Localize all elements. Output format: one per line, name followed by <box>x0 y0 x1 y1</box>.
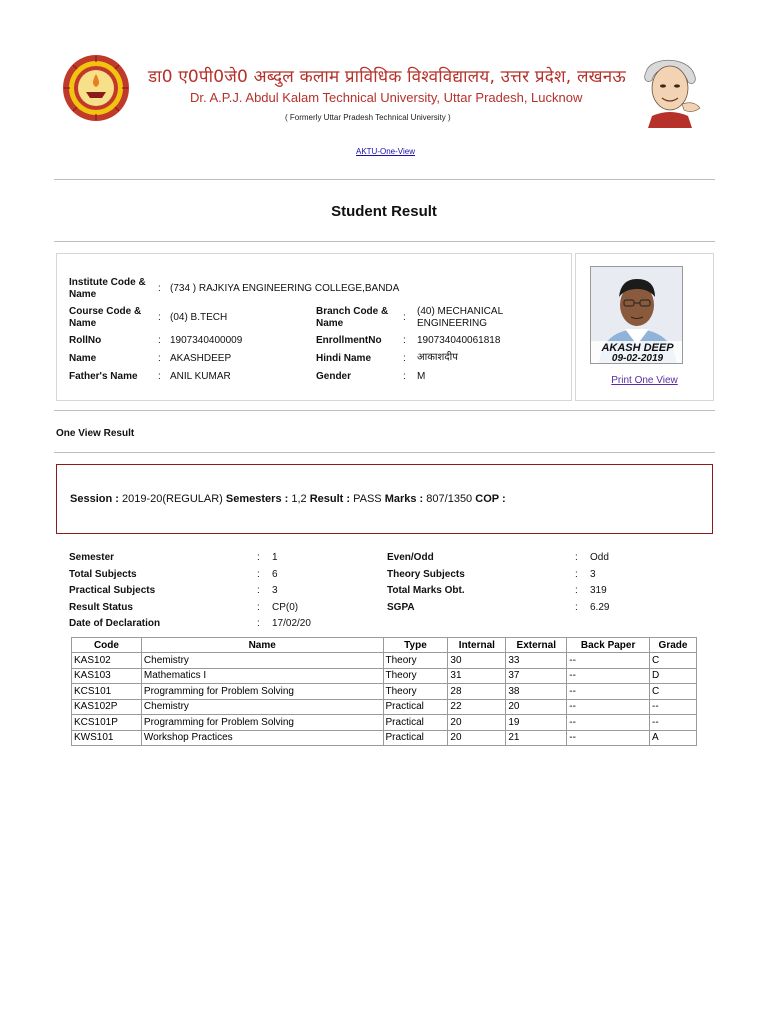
table-cell: 20 <box>448 715 506 731</box>
table-cell: A <box>650 730 697 746</box>
semester-value: 1 <box>272 552 278 563</box>
table-cell: Theory <box>383 684 448 700</box>
table-cell: Chemistry <box>141 653 383 669</box>
column-header: External <box>506 638 567 653</box>
table-cell: KAS102 <box>72 653 142 669</box>
formerly-name: ( Formerly Uttar Pradesh Technical University ) <box>285 113 451 122</box>
sgpa-label: SGPA <box>387 602 415 613</box>
result-status-label: Result Status <box>69 602 133 613</box>
colon: : <box>575 585 578 596</box>
table-row <box>72 684 697 700</box>
practical-subjects-value: 3 <box>272 585 278 596</box>
colon: : <box>575 569 578 580</box>
theory-subjects-value: 3 <box>590 569 596 580</box>
branch-value <box>417 306 503 330</box>
column-header: Name <box>141 638 383 653</box>
student-info-panel <box>56 253 572 401</box>
marks-table <box>71 637 697 746</box>
table-cell: 28 <box>448 684 506 700</box>
branch-value-line: (40) MECHANICAL <box>417 306 504 317</box>
colon: : <box>158 312 161 323</box>
photo-caption-name: AKASH DEEP <box>601 342 674 354</box>
rollno-value: 1907340400009 <box>170 335 243 346</box>
declaration-date-label: Date of Declaration <box>69 618 161 629</box>
divider <box>54 179 715 180</box>
table-cell: -- <box>567 653 650 669</box>
gender-value: M <box>417 371 426 382</box>
one-view-result-title: One View Result <box>56 428 135 439</box>
colon: : <box>257 552 260 563</box>
university-logo-icon <box>62 54 130 122</box>
divider <box>54 410 715 411</box>
table-cell: -- <box>567 715 650 731</box>
table-cell: -- <box>567 699 650 715</box>
table-cell: 30 <box>448 653 506 669</box>
father-name-label: Father's Name <box>69 371 138 382</box>
table-cell: KAS103 <box>72 668 142 684</box>
colon: : <box>257 585 260 596</box>
session-value: 2019-20(REGULAR) <box>121 493 223 505</box>
table-cell: 31 <box>448 668 506 684</box>
table-cell: 33 <box>506 653 567 669</box>
rollno-label: RollNo <box>69 335 102 346</box>
colon: : <box>158 283 161 294</box>
table-cell: Practical <box>383 730 448 746</box>
table-cell: KCS101 <box>72 684 142 700</box>
column-header: Back Paper <box>567 638 650 653</box>
evenodd-label: Even/Odd <box>387 552 434 563</box>
father-name-value: ANIL KUMAR <box>170 371 231 382</box>
session-summary-box <box>56 464 713 534</box>
marks-value: 807/1350 <box>426 493 473 505</box>
colon: : <box>403 353 406 364</box>
table-header-row <box>72 638 697 653</box>
aktu-one-view-link[interactable]: AKTU-One-View <box>356 147 415 156</box>
print-one-view-link[interactable]: Print One View <box>611 375 678 386</box>
table-cell: 38 <box>506 684 567 700</box>
table-row <box>72 699 697 715</box>
table-cell: Chemistry <box>141 699 383 715</box>
portrait-illustration-icon <box>632 52 706 128</box>
theory-subjects-label: Theory Subjects <box>387 569 465 580</box>
result-status-value: CP(0) <box>272 602 299 613</box>
session-line <box>70 493 506 505</box>
colon: : <box>575 602 578 613</box>
table-cell: C <box>650 653 697 669</box>
enrollment-value: 190734040061818 <box>417 335 501 346</box>
page-title: Student Result <box>331 203 437 220</box>
table-cell: 19 <box>506 715 567 731</box>
table-cell: Workshop Practices <box>141 730 383 746</box>
divider <box>54 452 715 453</box>
table-row <box>72 730 697 746</box>
enrollment-label: EnrollmentNo <box>316 335 382 346</box>
student-photo <box>590 266 683 364</box>
course-label: Course Code & Name <box>69 306 142 329</box>
branch-label: Branch Code & Name <box>316 306 389 329</box>
table-cell: -- <box>567 730 650 746</box>
cop-label: COP : <box>475 493 506 505</box>
semesters-label: Semesters : <box>225 493 289 505</box>
institute-value: (734 ) RAJKIYA ENGINEERING COLLEGE,BANDA <box>170 283 400 294</box>
table-cell: Practical <box>383 715 448 731</box>
semester-label: Semester <box>69 552 115 563</box>
table-cell: 37 <box>506 668 567 684</box>
name-value: AKASHDEEP <box>170 353 232 364</box>
student-photo-panel <box>575 253 714 401</box>
sgpa-value: 6.29 <box>590 602 610 613</box>
name-label: Name <box>69 353 97 364</box>
colon: : <box>403 335 406 346</box>
table-cell: Programming for Problem Solving <box>141 684 383 700</box>
table-cell: 21 <box>506 730 567 746</box>
table-cell: KAS102P <box>72 699 142 715</box>
colon: : <box>257 618 260 629</box>
table-cell: D <box>650 668 697 684</box>
table-cell: 20 <box>506 699 567 715</box>
university-name-hindi: डा0 ए0पी0जे0 अब्दुल कलाम प्राविधिक विश्वविद्यालय, उत्तर प्रदेश, लखनऊ <box>148 67 626 87</box>
hindi-name-label: Hindi Name <box>316 353 372 364</box>
column-header: Code <box>72 638 142 653</box>
result-label: Result : <box>309 493 351 505</box>
total-marks-label: Total Marks Obt. <box>387 585 465 596</box>
course-value: (04) B.TECH <box>170 312 228 323</box>
column-header: Internal <box>448 638 506 653</box>
total-subjects-label: Total Subjects <box>69 569 137 580</box>
table-cell: -- <box>650 715 697 731</box>
colon: : <box>403 371 406 382</box>
colon: : <box>158 353 161 364</box>
university-name-english: Dr. A.P.J. Abdul Kalam Technical University, Uttar Pradesh, Lucknow <box>190 90 583 105</box>
table-cell: -- <box>650 699 697 715</box>
table-cell: -- <box>567 684 650 700</box>
practical-subjects-label: Practical Subjects <box>69 585 156 596</box>
colon: : <box>575 552 578 563</box>
session-label: Session : <box>70 493 119 505</box>
marks-label: Marks : <box>384 493 424 505</box>
table-cell: C <box>650 684 697 700</box>
result-value: PASS <box>353 493 382 505</box>
table-cell: 22 <box>448 699 506 715</box>
column-header: Type <box>383 638 448 653</box>
divider <box>54 241 715 242</box>
hindi-name-value: आकाशदीप <box>417 352 458 363</box>
table-cell: Practical <box>383 699 448 715</box>
colon: : <box>257 602 260 613</box>
table-row <box>72 668 697 684</box>
colon: : <box>158 371 161 382</box>
gender-label: Gender <box>316 371 352 382</box>
table-cell: Programming for Problem Solving <box>141 715 383 731</box>
photo-caption-date: 09-02-2019 <box>611 353 664 364</box>
table-cell: Mathematics I <box>141 668 383 684</box>
semesters-value: 1,2 <box>291 493 307 505</box>
evenodd-value: Odd <box>590 552 609 563</box>
colon: : <box>158 335 161 346</box>
table-cell: Theory <box>383 668 448 684</box>
table-cell: KCS101P <box>72 715 142 731</box>
colon: : <box>403 312 406 323</box>
colon: : <box>257 569 260 580</box>
total-marks-value: 319 <box>590 585 607 596</box>
table-row <box>72 653 697 669</box>
total-subjects-value: 6 <box>272 569 278 580</box>
branch-value-line: ENGINEERING <box>417 318 488 329</box>
table-cell: 20 <box>448 730 506 746</box>
table-cell: -- <box>567 668 650 684</box>
table-cell: KWS101 <box>72 730 142 746</box>
university-header <box>0 50 768 130</box>
column-header: Grade <box>650 638 697 653</box>
declaration-date-value: 17/02/20 <box>272 618 311 629</box>
table-row <box>72 715 697 731</box>
table-cell: Theory <box>383 653 448 669</box>
institute-label: Institute Code & Name <box>69 277 146 300</box>
